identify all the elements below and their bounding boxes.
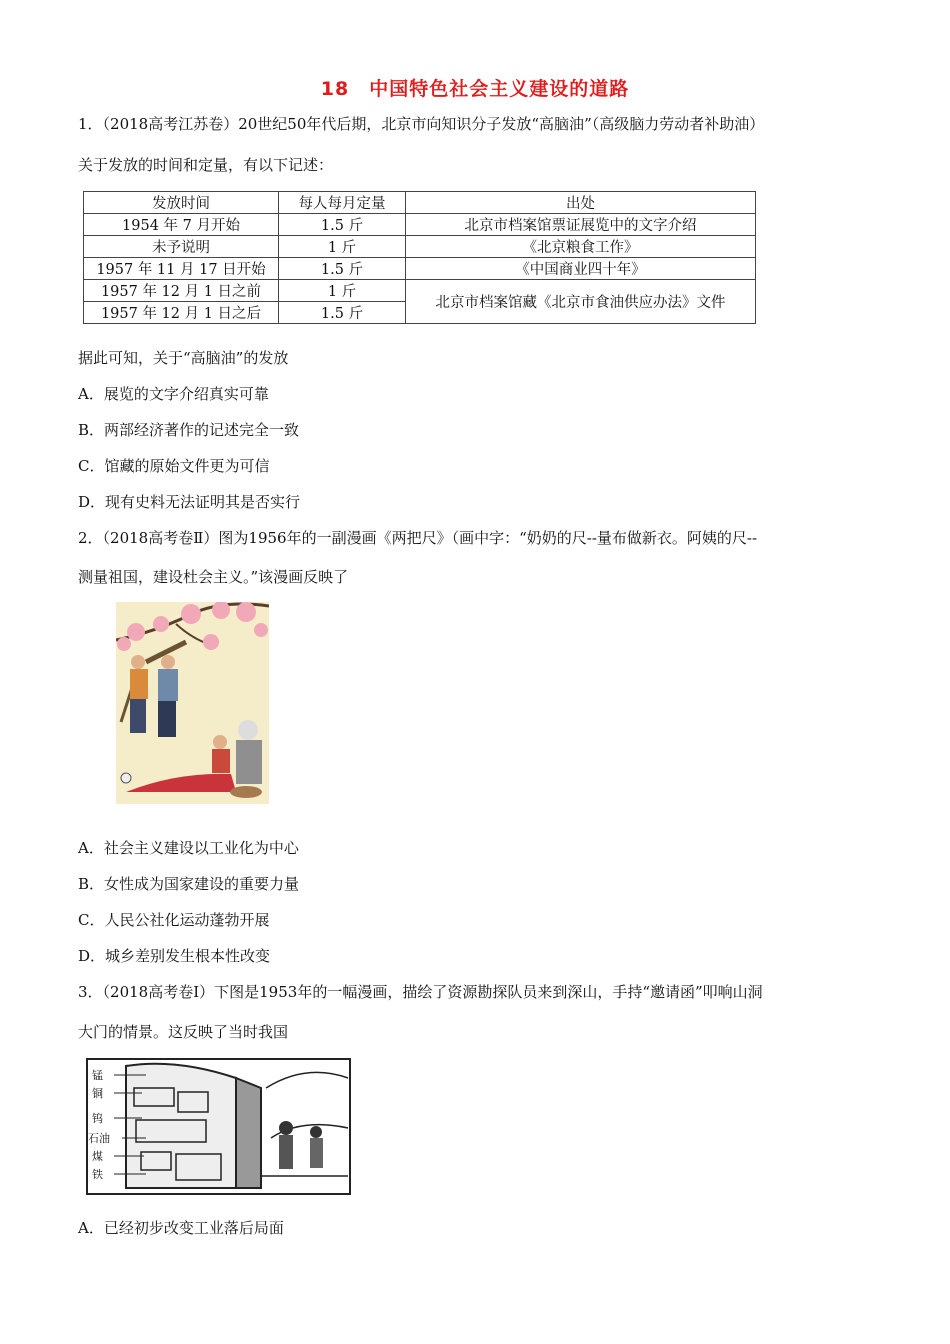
q1-data-table [83, 191, 756, 324]
q2-option-d: D．城乡差别发生根本性改变 [78, 947, 271, 965]
q1-option-c: C．馆藏的原始文件更为可信 [78, 457, 270, 475]
q3-option-a: A．已经初步改变工业落后局面 [78, 1219, 284, 1237]
q1-option-d: D．现有史料无法证明其是否实行 [78, 493, 301, 511]
table-row [84, 214, 756, 236]
table-header-cell: 发放时间 [84, 192, 279, 214]
table-row [84, 258, 756, 280]
q2-option-c: C．人民公社化运动蓬勃开展 [78, 911, 270, 929]
figure-label: 锰 [92, 1069, 103, 1082]
figure-label: 煤 [92, 1150, 103, 1163]
q1-stem-line2: 关于发放的时间和定量，有以下记述： [78, 156, 334, 174]
table-cell: 1.5 斤 [279, 302, 406, 324]
table-cell: 《北京粮食工作》 [406, 236, 756, 258]
table-cell: 1957 年 12 月 1 日之前 [84, 280, 279, 302]
cartoon-two-rulers [116, 602, 269, 804]
q3-stem-line1: 3．（2018高考卷Ⅰ）下图是1953年的一幅漫画，描绘了资源勘探队员来到深山，手持“邀请函”叩响山洞 [78, 983, 763, 1001]
table-cell: 1957 年 11 月 17 日开始 [84, 258, 279, 280]
q2-option-a: A．社会主义建设以工业化为中心 [78, 839, 299, 857]
q1-option-a: A．展览的文字介绍真实可靠 [78, 385, 269, 403]
table-row [84, 280, 756, 302]
q1-stem-line1: 1．（2018高考江苏卷）20世纪50年代后期，北京市向知识分子发放“高脑油”（高级脑力劳动者补助油） [78, 115, 765, 133]
figure-label: 石油 [88, 1132, 110, 1145]
cartoon-mountain-cave [86, 1058, 351, 1195]
table-header-cell: 出处 [406, 192, 756, 214]
page-title: 18 中国特色社会主义建设的道路 [320, 78, 630, 100]
q3-stem-line2: 大门的情景。这反映了当时我国 [78, 1023, 289, 1041]
figure-label: 钨 [92, 1112, 103, 1125]
table-header-row [84, 192, 756, 214]
table-cell: 北京市档案馆票证展览中的文字介绍 [406, 214, 756, 236]
table-cell: 未予说明 [84, 236, 279, 258]
table-row [84, 236, 756, 258]
q2-stem-line2: 测量祖国，建设杜会主义。”该漫画反映了 [78, 568, 349, 586]
figure-label: 铜 [92, 1087, 103, 1100]
table-cell-merged: 北京市档案馆藏《北京市食油供应办法》文件 [406, 280, 756, 324]
table-cell: 1.5 斤 [279, 214, 406, 236]
table-cell: 1.5 斤 [279, 258, 406, 280]
table-cell: 1957 年 12 月 1 日之后 [84, 302, 279, 324]
q2-option-b: B．女性成为国家建设的重要力量 [78, 875, 300, 893]
q2-stem-line1: 2．（2018高考卷Ⅱ）图为1956年的一副漫画《两把尺》（画中字：“奶奶的尺--量布做新衣。阿姨的尺-- [78, 529, 758, 547]
figure-label: 铁 [92, 1168, 103, 1181]
table-cell: 1 斤 [279, 280, 406, 302]
q1-option-b: B．两部经济著作的记述完全一致 [78, 421, 300, 439]
table-header-cell: 每人每月定量 [279, 192, 406, 214]
q1-stem-after: 据此可知，关于“高脑油”的发放 [78, 349, 289, 367]
table-cell: 1954 年 7 月开始 [84, 214, 279, 236]
table-cell: 1 斤 [279, 236, 406, 258]
table-cell: 《中国商业四十年》 [406, 258, 756, 280]
